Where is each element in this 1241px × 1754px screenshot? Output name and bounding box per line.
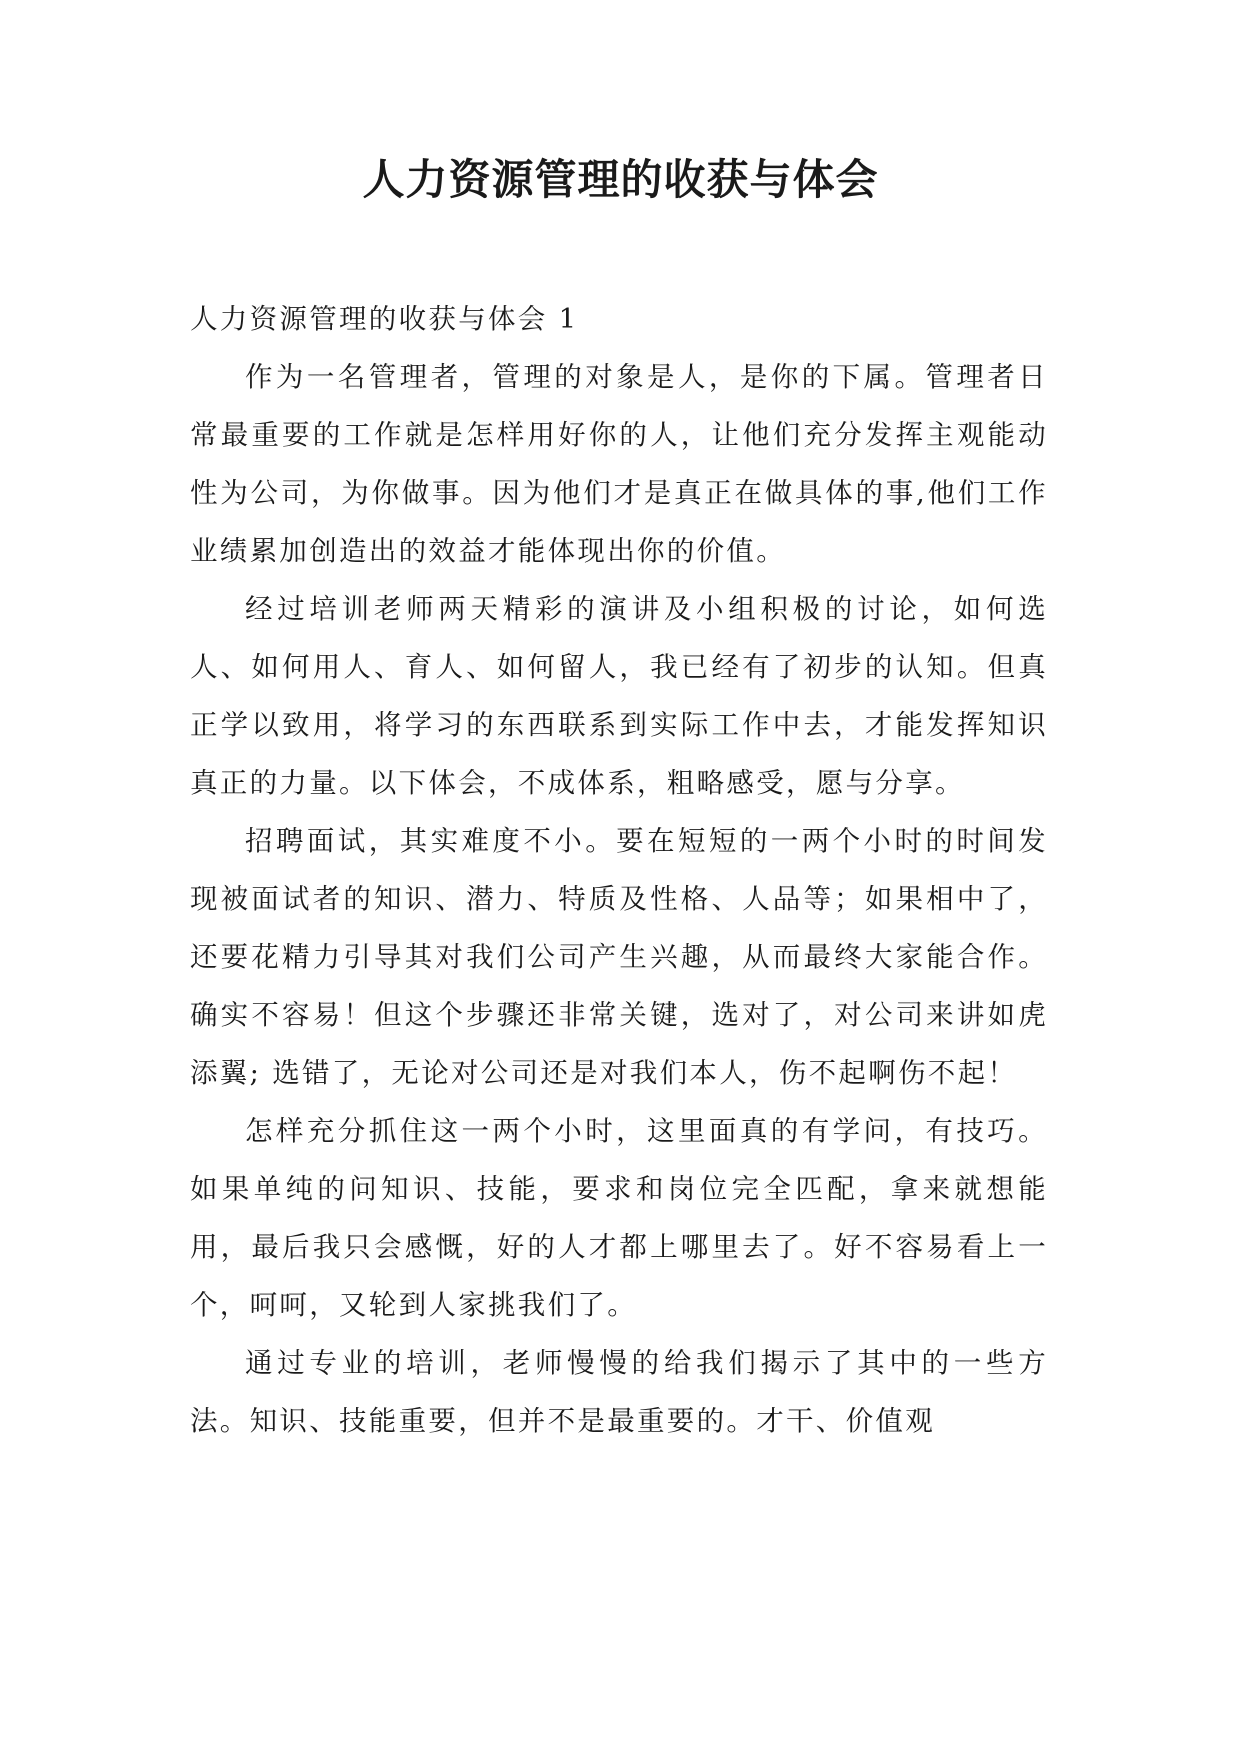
body-paragraph: 作为一名管理者，管理的对象是人，是你的下属。管理者日常最重要的工作就是怎样用好你的人，让他们充分发挥主观能动性为公司，为你做事。因为他们才是真正在做具体的事,他们工作业绩累加创造出的效益才能体现出你的价值。 <box>190 361 1048 567</box>
body-paragraph: 经过培训老师两天精彩的演讲及小组积极的讨论，如何选人、如何用人、育人、如何留人，我已经有了初步的认知。但真正学以致用，将学习的东西联系到实际工作中去，才能发挥知识真正的力量。以下体会，不成体系，粗略感受，愿与分享。 <box>190 593 1048 799</box>
body-paragraph: 怎样充分抓住这一两个小时，这里面真的有学问，有技巧。如果单纯的问知识、技能，要求和岗位完全匹配，拿来就想能用，最后我只会感慨，好的人才都上哪里去了。好不容易看上一个，呵呵，又轮到人家挑我们了。 <box>190 1115 1048 1321</box>
body-paragraph: 通过专业的培训，老师慢慢的给我们揭示了其中的一些方法。知识、技能重要，但并不是最重要的。才干、价值观 <box>190 1347 1048 1437</box>
document-title: 人力资源管理的收获与体会 <box>362 155 879 204</box>
document-body <box>190 290 1048 1450</box>
body-paragraph: 招聘面试，其实难度不小。要在短短的一两个小时的时间发现被面试者的知识、潜力、特质及性格、人品等；如果相中了，还要花精力引导其对我们公司产生兴趣，从而最终大家能合作。确实不容易！但这个步骤还非常关键，选对了，对公司来讲如虎添翼; 选错了，无论对公司还是对我们本人，伤不起啊伤不起！ <box>190 825 1048 1089</box>
section-heading: 人力资源管理的收获与体会 1 <box>190 303 579 335</box>
